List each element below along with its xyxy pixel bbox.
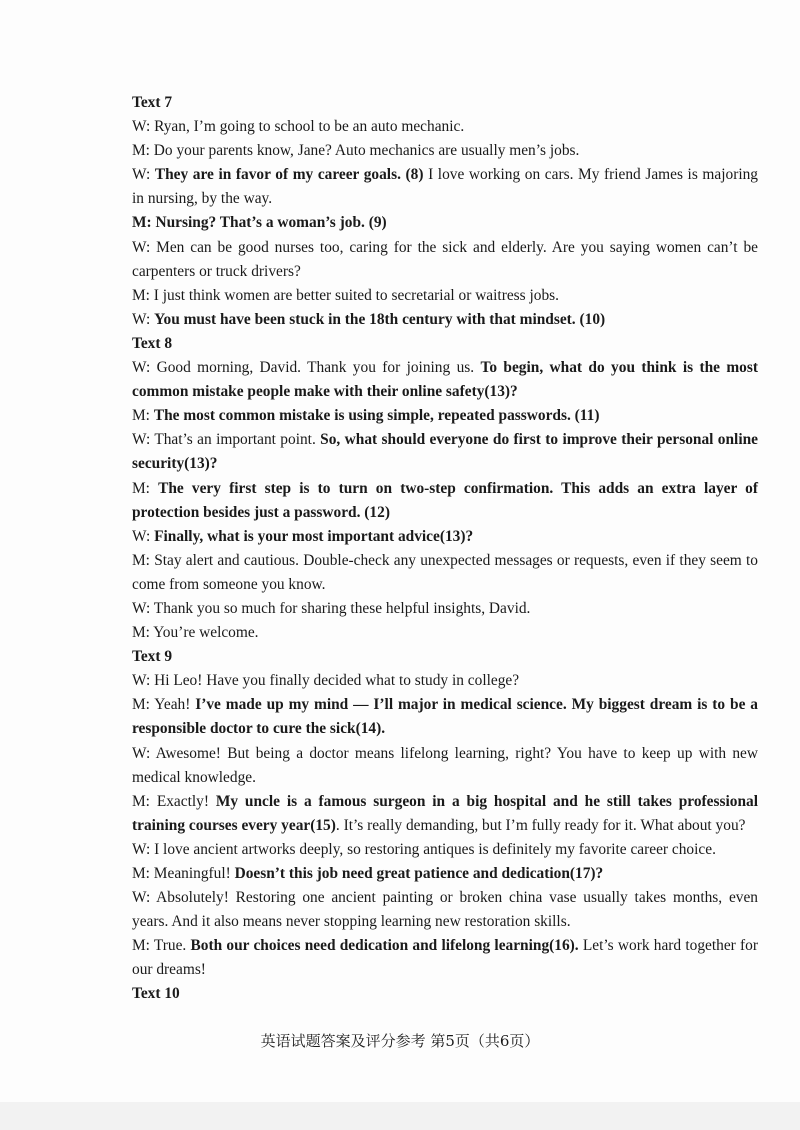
section-heading: Text 10	[132, 985, 180, 1003]
dialogue-text: W: Absolutely! Restoring one ancient painting or broken china vase usually takes months, even years. And it also means never stopping learning new restoration skills.	[132, 889, 758, 931]
section-heading: Text 7	[132, 94, 173, 111]
answer-highlight: M: Nursing? That’s a woman’s job. (9)	[132, 214, 387, 232]
answer-highlight: The most common mistake is using simple, repeated passwords. (11)	[153, 407, 600, 425]
answer-highlight: To begin, what do you think is the most common mistake people make with their online safety(13)?	[132, 359, 758, 401]
answer-highlight: Finally, what is your most important advice(13)?	[154, 527, 474, 545]
dialogue-line	[132, 404, 758, 428]
dialogue-line	[132, 236, 758, 284]
dialogue-text: M: True.	[132, 937, 191, 955]
dialogue-line	[132, 693, 758, 741]
dialogue-text: M: Exactly!	[132, 792, 216, 810]
dialogue-text: W:	[132, 166, 155, 184]
dialogue-text: M: You’re welcome.	[132, 624, 259, 642]
dialogue-text: W: That’s an important point.	[132, 431, 321, 449]
dialogue-line	[132, 211, 758, 235]
dialogue-line	[132, 862, 758, 886]
answer-highlight: Both our choices need dedication and lifelong learning(16).	[190, 937, 579, 955]
dialogue-line	[132, 428, 758, 476]
dialogue-text: W: Men can be good nurses too, caring for the sick and elderly. Are you saying women can’t be carpenters or truck drivers?	[132, 238, 758, 280]
answer-highlight: So, what should everyone do first to improve their personal online security(13)?	[132, 431, 758, 473]
dialogue-text: W: Awesome! But being a doctor means lifelong learning, right? You have to keep up with new medical knowledge.	[132, 744, 758, 786]
dialogue-text: . It’s really demanding, but I’m fully ready for it. What about you?	[335, 816, 746, 834]
dialogue-line	[132, 525, 758, 549]
dialogue-text: M: I just think women are better suited to secretarial or waitress jobs.	[132, 286, 559, 304]
dialogue-line	[132, 621, 758, 645]
answer-highlight: I’ve made up my mind — I’ll major in medical science. My biggest dream is to be a responsible doctor to cure the sick(14).	[132, 696, 759, 738]
dialogue-line	[132, 356, 758, 404]
answer-highlight: The very first step is to turn on two-step confirmation. This adds an extra layer of protection besides just a password. (12)	[132, 479, 759, 521]
answer-highlight: Doesn’t this job need great patience and dedication(17)?	[234, 865, 604, 882]
dialogue-line	[132, 886, 758, 934]
dialogue-text: W:	[132, 527, 155, 545]
dialogue-line	[132, 477, 758, 525]
answer-highlight: My uncle is a famous surgeon in a big hospital and he still takes professional training courses every year(15)	[132, 792, 758, 834]
dialogue-text: M: Do your parents know, Jane? Auto mechanics are usually men’s jobs.	[132, 142, 580, 160]
dialogue-text: Let’s work hard together for our dreams!	[132, 937, 758, 979]
dialogue-line	[132, 838, 758, 862]
dialogue-text: W:	[132, 310, 155, 328]
dialogue-text: M: Stay alert and cautious. Double-check any unexpected messages or requests, even if they seem to come from someone you know.	[132, 551, 758, 593]
dialogue-text: W: Good morning, David. Thank you for joining us.	[132, 359, 481, 377]
dialogue-text: M: Meaningful!	[132, 865, 235, 882]
dialogue-text: M: Yeah!	[132, 696, 196, 714]
dialogue-line	[132, 115, 758, 139]
dialogue-line	[132, 163, 758, 211]
dialogue-line	[132, 308, 758, 332]
dialogue-line	[132, 597, 758, 621]
dialogue-text: W: Thank you so much for sharing these helpful insights, David.	[132, 599, 531, 617]
dialogue-text: M:	[132, 479, 159, 497]
answer-highlight: You must have been stuck in the 18th century with that mindset. (10)	[154, 310, 606, 328]
dialogue-line	[132, 284, 758, 308]
page-footer: 英语试题答案及评分参考 第5页（共6页）	[260, 1032, 540, 1050]
dialogue-line	[132, 742, 758, 790]
dialogue-line	[132, 669, 758, 693]
dialogue-text: W: Ryan, I’m going to school to be an auto mechanic.	[132, 118, 465, 136]
dialogue-line	[132, 934, 758, 982]
section-heading: Text 8	[132, 334, 173, 352]
dialogue-line	[132, 790, 758, 838]
dialogue-text: W: I love ancient artworks deeply, so restoring antiques is definitely my favorite career choice.	[132, 840, 716, 858]
dialogue-text: I love working on cars. My friend James is majoring in nursing, by the way.	[132, 166, 758, 208]
dialogue-text: W: Hi Leo! Have you finally decided what to study in college?	[132, 672, 520, 690]
dialogue-text: M:	[132, 407, 154, 425]
dialogue-line	[132, 549, 758, 597]
transcript-content	[132, 91, 758, 1007]
page-bottom-band	[0, 1102, 800, 1130]
section-heading: Text 9	[132, 648, 173, 666]
answer-highlight: They are in favor of my career goals. (8)	[154, 166, 424, 184]
dialogue-line	[132, 139, 758, 163]
